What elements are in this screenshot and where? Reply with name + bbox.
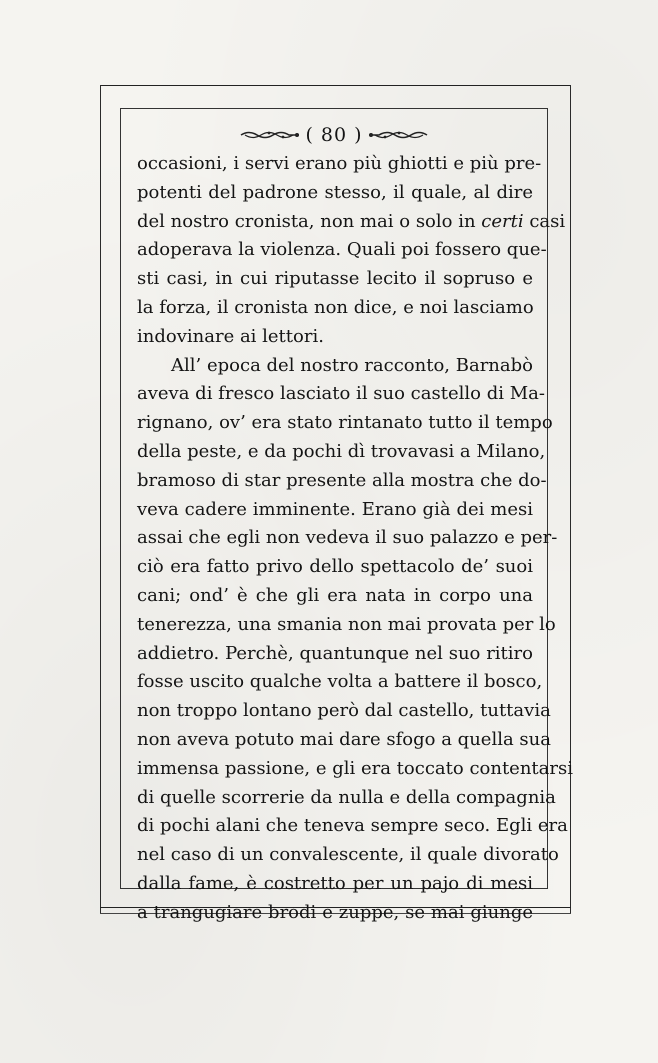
text-run: bramoso di star presente alla mostra che do- [137,469,547,491]
text-run: cani; ond’ è che gli era nata in corpo una [137,584,533,606]
text-run: a trangugiare brodi e zuppe, se mai giunge [137,901,533,923]
text-line [137,380,545,409]
text-line [137,179,533,208]
text-line [137,841,559,870]
text-run: occasioni, i servi erano più ghiotti e più pre- [137,153,542,174]
text-line [137,784,556,813]
body-text [137,150,573,928]
text-run: della peste, e da pochi dì trovavasi a Milano, [137,440,546,462]
text-line [137,352,533,381]
text-line [137,294,533,323]
text-run: casi [523,210,566,232]
text-line [137,524,558,553]
text-line [137,496,533,525]
text-line [137,755,573,784]
text-run: veva cadere imminente. Erano già dei mesi [137,498,533,520]
page-number: ( 80 ) [305,124,363,146]
text-line [137,640,533,669]
text-run: assai che egli non vedeva il suo palazzo e per- [137,527,558,549]
text-line [137,812,568,841]
text-run: aveva di fresco lasciato il suo castello di Ma- [137,383,545,405]
text-run: tenerezza, una smania non mai provata per lo [137,613,556,635]
text-run: di pochi alani che teneva sempre seco. Egli era [137,815,568,837]
text-line [137,438,546,467]
text-run: dalla fame, è costretto per un pajo di mesi [137,872,533,894]
text-line [137,553,533,582]
text-line [137,208,566,237]
text-line [137,726,551,755]
text-line [137,467,547,496]
text-line [137,409,553,438]
italic-word: certi [481,210,524,232]
text-line [137,611,556,640]
text-run: non aveva potuto mai dare sfogo a quella sua [137,728,551,750]
text-run: adoperava la violenza. Quali poi fossero que- [137,239,547,261]
text-line [137,265,533,294]
right-ornament-icon [367,129,429,141]
text-line [137,668,543,697]
text-run: sti casi, in cui riputasse lecito il sopruso e [137,268,533,290]
text-run: del nostro cronista, non mai o solo in [137,210,482,232]
text-run: rignano, ov’ era stato rintanato tutto il tempo [137,412,553,434]
text-run: non troppo lontano però dal castello, tuttavia [137,700,551,722]
text-run: nel caso di un convalescente, il quale divorato [137,844,559,866]
text-line [137,697,551,726]
text-run: All’ epoca del nostro racconto, Barnabò [171,354,533,376]
text-line [137,150,542,179]
text-run: immensa passione, e gli era toccato contentarsi [137,757,573,779]
text-line [137,323,533,352]
text-line [137,870,533,899]
text-run: ciò era fatto privo dello spettacolo de’ suoi [137,556,533,578]
text-line [137,236,547,265]
text-line [137,582,533,611]
text-run: la forza, il cronista non dice, e noi lasciamo [137,296,534,318]
left-ornament-icon [239,129,301,141]
text-run: di quelle scorrerie da nulla e della compagnia [137,786,556,808]
text-run: fosse uscito qualche volta a battere il bosco, [137,671,543,693]
text-run: addietro. Perchè, quantunque nel suo ritiro [137,642,533,664]
running-header [120,120,548,150]
text-run: indovinare ai lettori. [137,325,324,347]
text-line [137,899,533,928]
text-run: potenti del padrone stesso, il quale, al dire [137,181,533,203]
